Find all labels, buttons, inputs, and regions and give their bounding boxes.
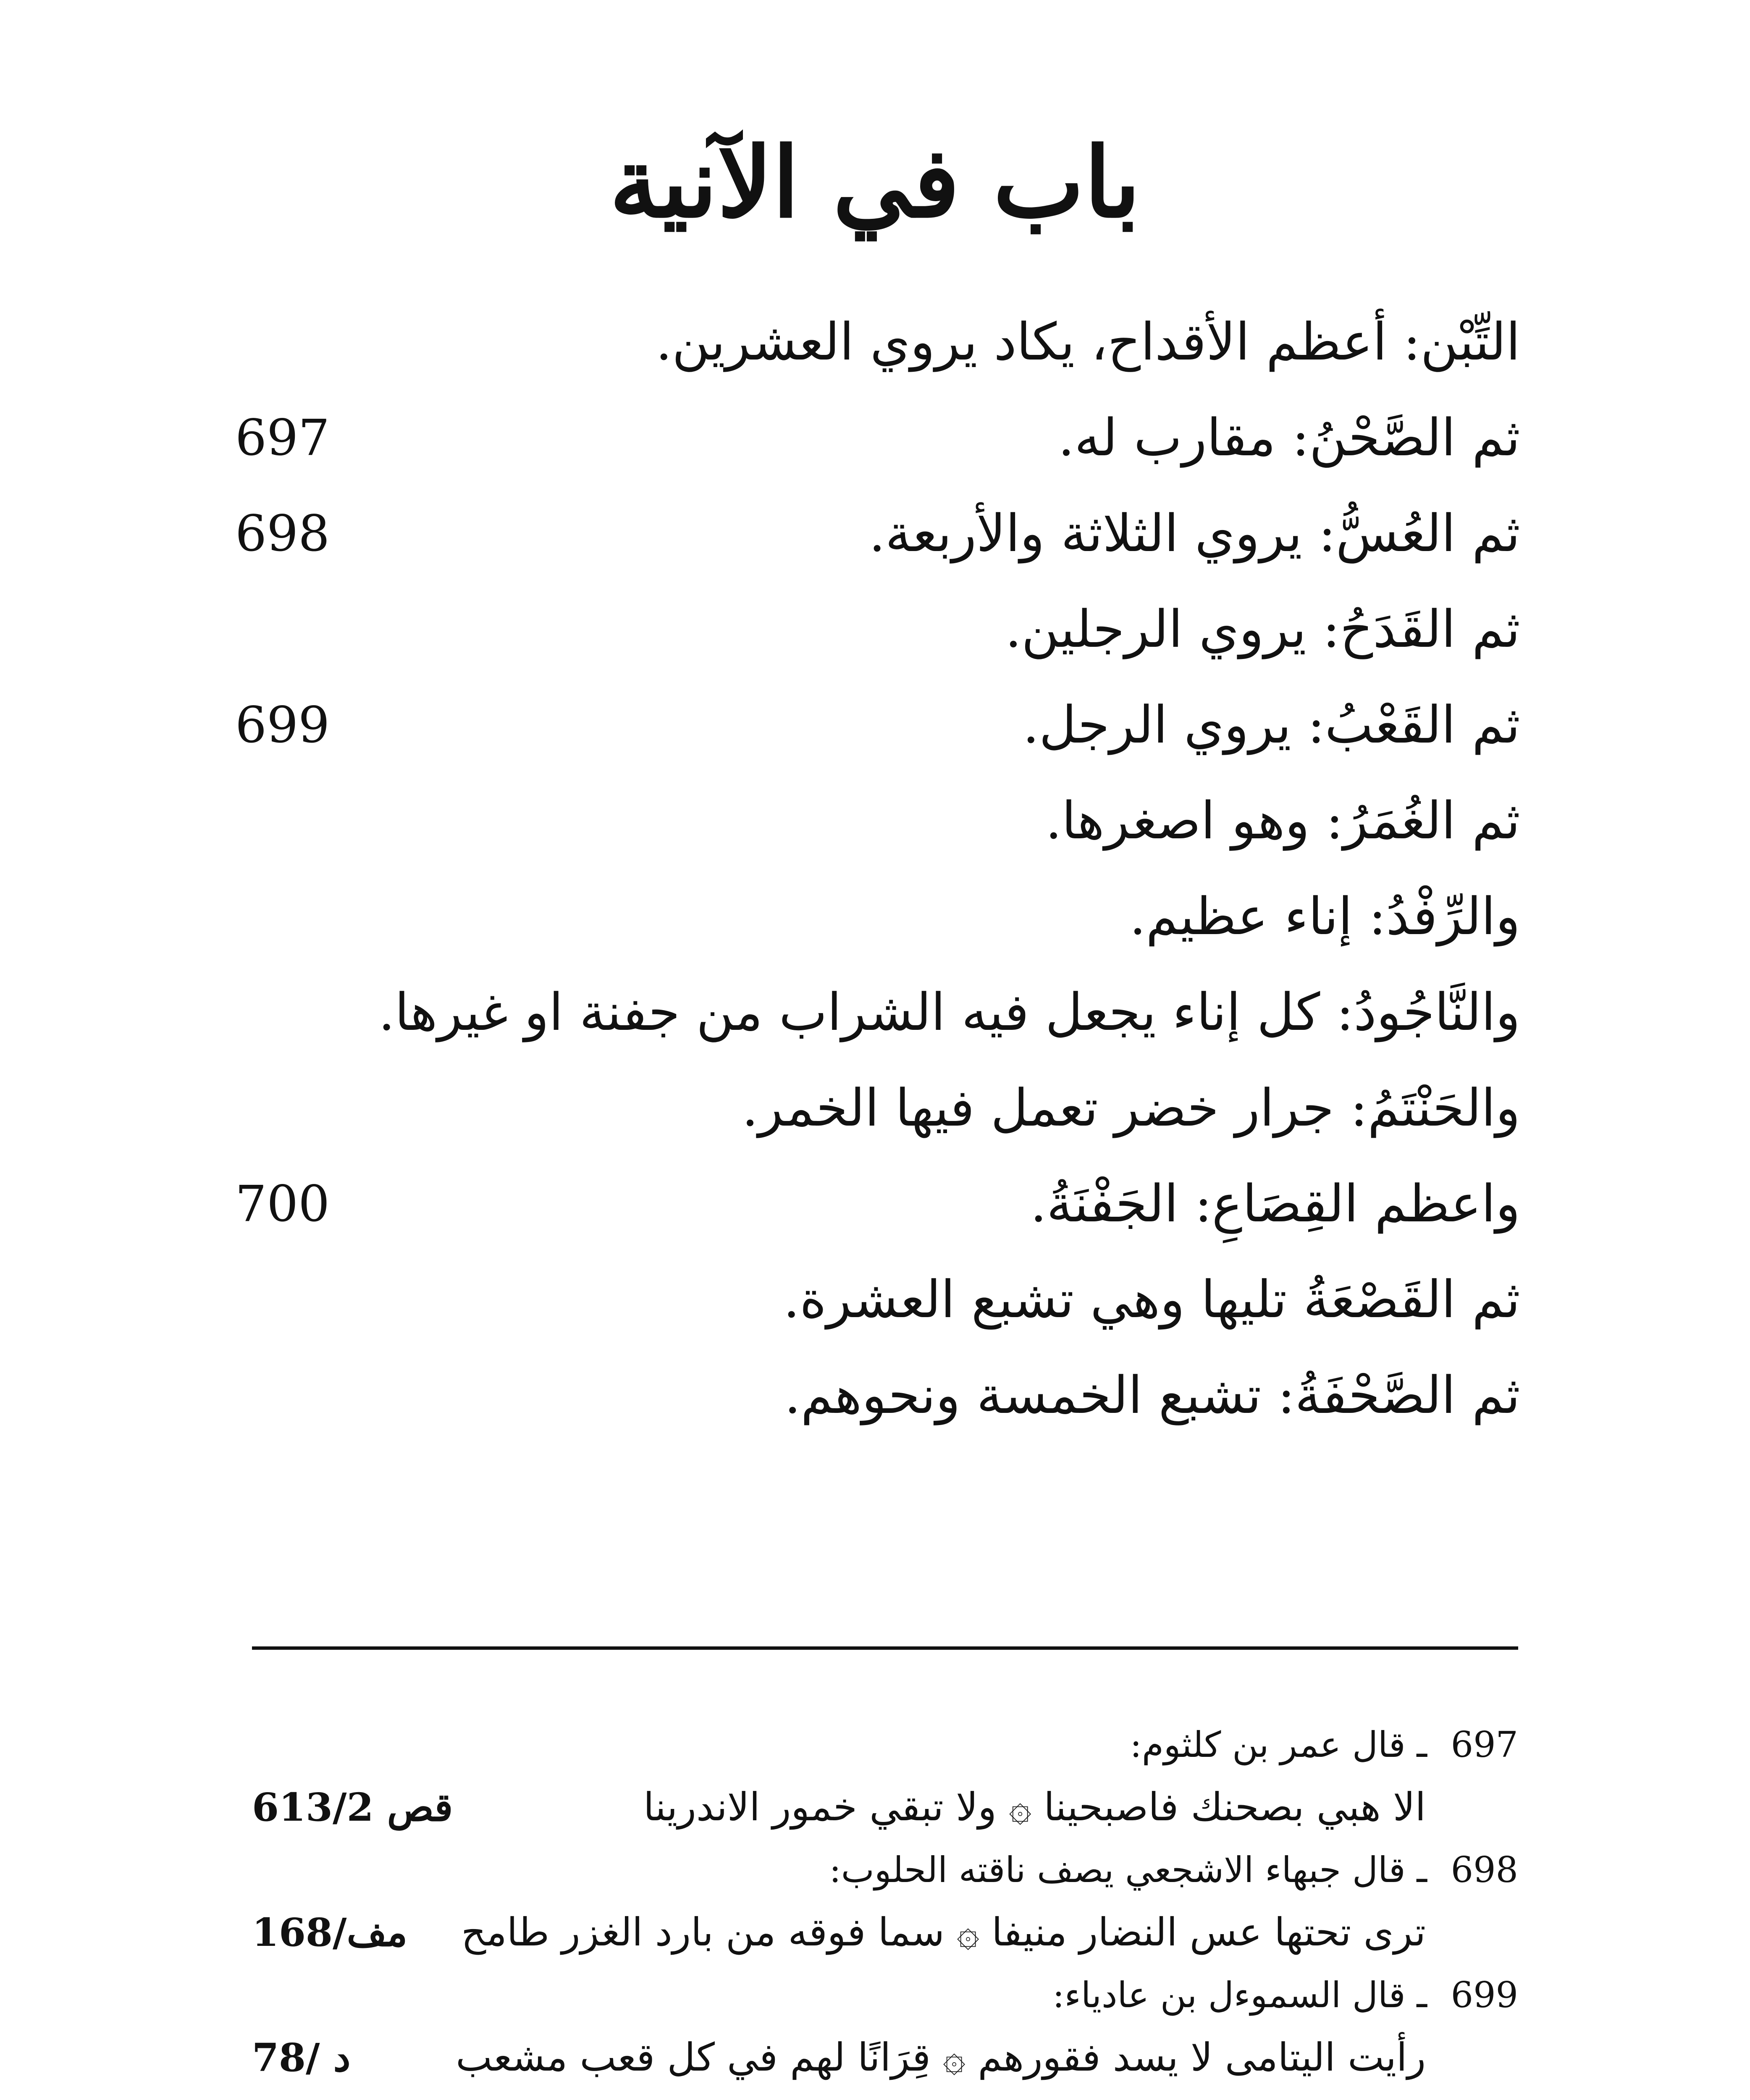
footnote-intro: 698 ـ قال جبهاء الاشجعي يصف ناقته الحلوب: xyxy=(252,1839,1518,1901)
footnote-ref: 698 xyxy=(235,504,330,562)
footnote-ref: 699 xyxy=(235,696,330,754)
footnote-verse: الا هبي بصحنك فاصبحينا ۞ ولا تبقي خمور الاندرينا قص 613/2 xyxy=(252,1776,1518,1839)
footnote-divider xyxy=(252,1646,1518,1650)
footnote-number: 698 xyxy=(1451,1849,1518,1890)
footnote-number: 699 xyxy=(1451,1974,1518,2016)
entry-line: التِّبْن: أعظم الأقداح، يكاد يروي العشرين. xyxy=(656,312,1520,372)
entry-line: ثم الغُمَرُ: وهو اصغرها. xyxy=(1045,791,1520,850)
footnote-intro xyxy=(252,2089,1518,2100)
footnote-verse: رأيت اليتامى لا يسد فقورهم ۞ قِرَانًا لهم في كل قعب مشعب د /78 xyxy=(252,2026,1518,2089)
main-text xyxy=(235,294,1520,1443)
entry-line: والحَنْتَمُ: جرار خضر تعمل فيها الخمر. xyxy=(742,1078,1520,1138)
entry-line: ثم القَعْبُ: يروي الرجل. 699 xyxy=(235,677,1520,773)
footnote-source: قص 613/2 xyxy=(252,1785,453,1830)
entry-line: ثم القَصْعَةُ تليها وهي تشبع العشرة. xyxy=(783,1270,1520,1329)
footnote-ref: 700 xyxy=(235,1175,330,1233)
footnote-source: مف/168 xyxy=(252,1910,408,1955)
entry-line: ثم الصَّحْنُ: مقارب له. 697 xyxy=(235,390,1520,486)
entry-line: واعظم القِصَاعِ: الجَفْنَةُ. 700 xyxy=(235,1156,1520,1252)
footnotes xyxy=(252,1714,1518,2100)
entry-line: ثم الصَّحْفَةُ: تشبع الخمسة ونحوهم. xyxy=(784,1365,1520,1425)
footnote-verse: ترى تحتها عس النضار منيفا ۞ سما فوقه من بارد الغزر طامح مف/168 xyxy=(252,1901,1518,1964)
entry-line: والرِّفْدُ: إناء عظيم. xyxy=(1129,887,1520,946)
entry-line: ثم القَدَحُ: يروي الرجلين. xyxy=(1005,599,1520,659)
footnote-number xyxy=(1451,2089,1518,2100)
footnote-ref: 697 xyxy=(235,409,330,467)
entry-line: ثم العُسُّ: يروي الثلاثة والأربعة. 698 xyxy=(235,486,1520,581)
entry-line: والنَّاجُودُ: كل إناء يجعل فيه الشراب من جفنة او غيرها. xyxy=(378,982,1520,1042)
footnote-number: 697 xyxy=(1451,1724,1518,1765)
footnote-intro: 699 ـ قال السموءل بن عادياء: xyxy=(252,1964,1518,2026)
footnote-intro: 697 ـ قال عمر بن كلثوم: xyxy=(252,1714,1518,1776)
footnote-source: د /78 xyxy=(252,2035,351,2080)
chapter-title: باب في الآنية xyxy=(609,126,1141,239)
